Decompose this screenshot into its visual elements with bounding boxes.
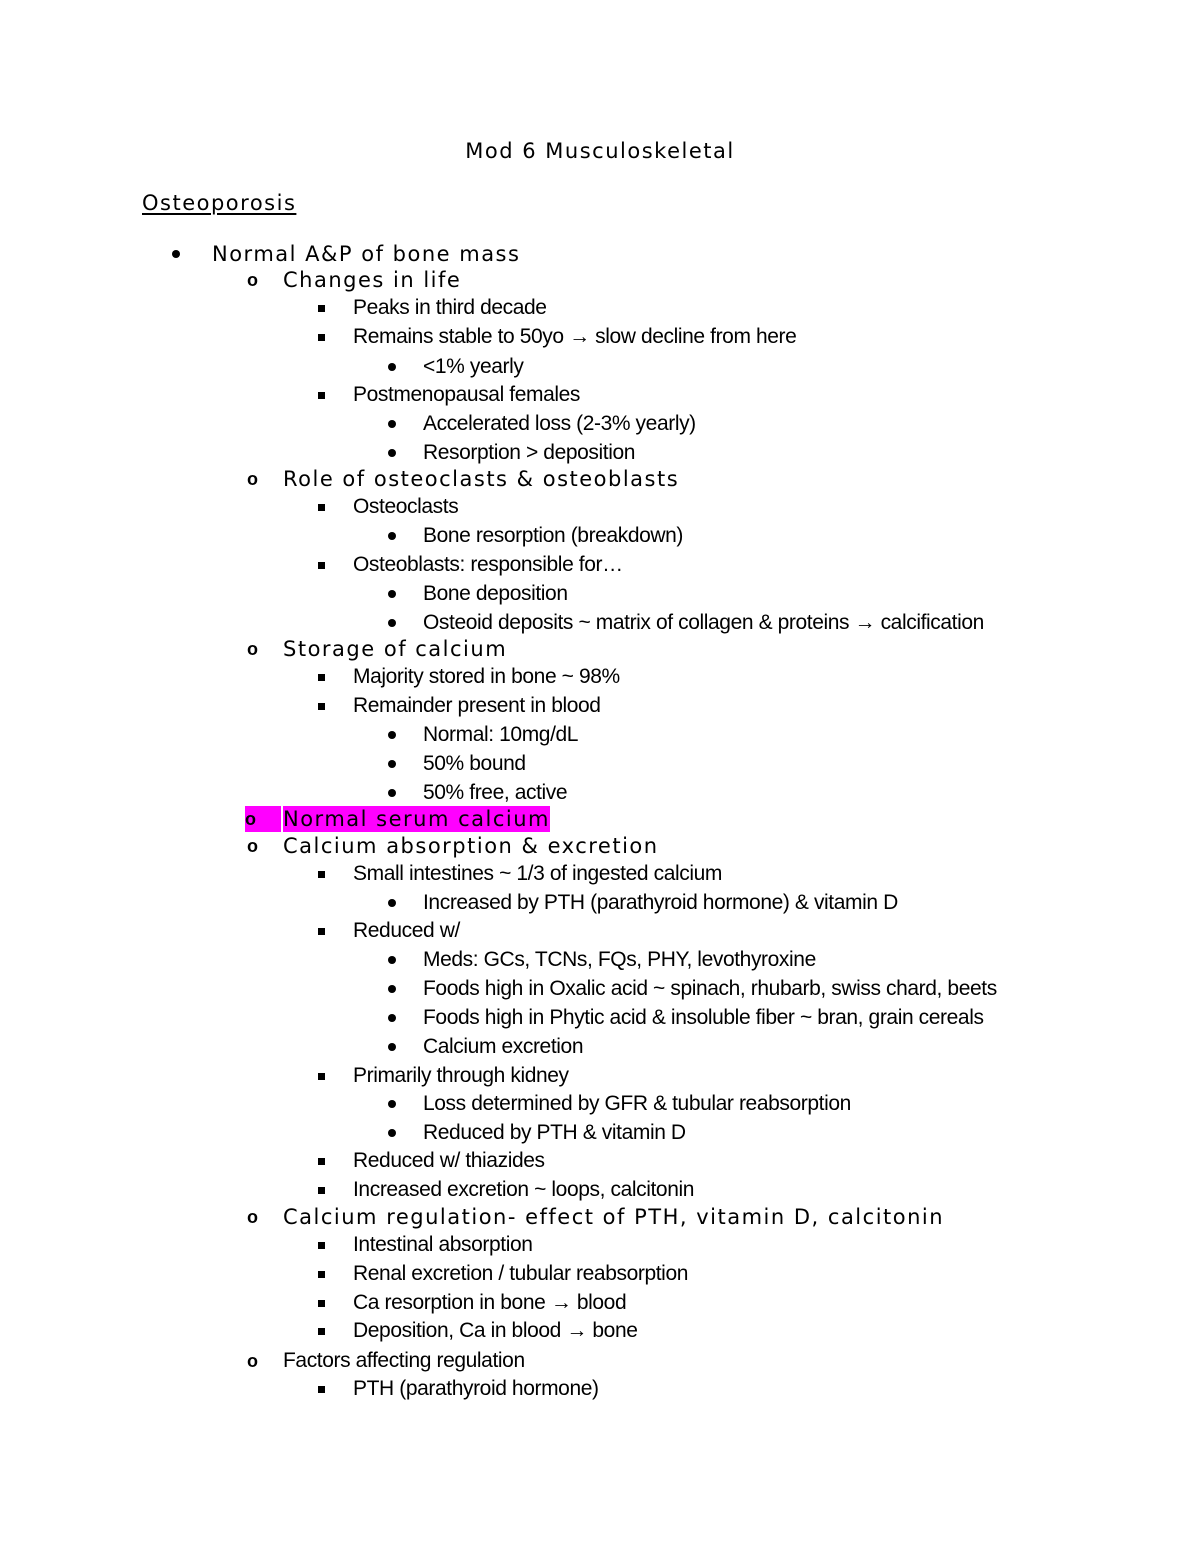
bullet-square-icon <box>318 861 325 887</box>
outline-item-text: Role of osteoclasts & osteoblasts <box>283 467 680 491</box>
outline-item <box>0 751 1200 777</box>
bullet-dot-icon <box>388 722 396 748</box>
outline-item <box>0 693 1200 719</box>
bullet-ring-icon: o <box>247 639 258 659</box>
bullet-dot-icon <box>388 1120 396 1146</box>
outline-item <box>0 494 1200 520</box>
bullet-dot-icon <box>388 780 396 806</box>
outline-item-text: Meds: GCs, TCNs, FQs, PHY, levothyroxine <box>423 948 816 971</box>
outline-item-text: Factors affecting regulation <box>283 1349 525 1372</box>
bullet-dot-icon <box>388 947 396 973</box>
outline-item <box>0 1290 1200 1316</box>
bullet-square-icon <box>318 664 325 690</box>
outline-item-text: Reduced w/ thiazides <box>353 1149 545 1172</box>
outline-item <box>0 267 1200 293</box>
outline-item-text: 50% bound <box>423 752 526 775</box>
bullet-square-icon <box>318 295 325 321</box>
outline-item-text: Normal A&P of bone mass <box>212 242 521 266</box>
outline-item <box>0 1261 1200 1287</box>
bullet-square-icon <box>318 1376 325 1402</box>
outline-item <box>0 324 1200 350</box>
bullet-dot-icon <box>388 411 396 437</box>
bullet-dot-icon <box>388 1034 396 1060</box>
outline-item <box>0 411 1200 437</box>
bullet-square-icon <box>318 1063 325 1089</box>
outline-item <box>0 918 1200 944</box>
outline-item <box>0 1091 1200 1117</box>
bullet-ring-icon: o <box>247 469 258 489</box>
outline-item <box>0 354 1200 380</box>
outline-item <box>0 976 1200 1002</box>
outline-item <box>0 664 1200 690</box>
outline-item-text: Osteoblasts: responsible for… <box>353 553 623 576</box>
outline-item-text: Foods high in Phytic acid & insoluble fiber ~ bran, grain cereals <box>423 1006 984 1029</box>
bullet-square-icon <box>318 1148 325 1174</box>
outline-item-text: Increased by PTH (parathyroid hormone) & vitamin D <box>423 891 898 914</box>
bullet-square-icon <box>318 1232 325 1258</box>
outline-item-text: Deposition, Ca in blood → bone <box>353 1319 638 1342</box>
bullet-square-icon <box>318 693 325 719</box>
bullet-square-icon <box>318 494 325 520</box>
bullet-dot-icon <box>388 1091 396 1117</box>
outline-item-text: Small intestines ~ 1/3 of ingested calcium <box>353 862 722 885</box>
bullet-dot-icon <box>388 581 396 607</box>
outline-item-text: Foods high in Oxalic acid ~ spinach, rhubarb, swiss chard, beets <box>423 977 997 1000</box>
outline-item-text: Resorption > deposition <box>423 441 636 464</box>
bullet-ring-icon: o <box>247 270 258 290</box>
bullet-dot-icon <box>388 976 396 1002</box>
outline-item <box>0 1005 1200 1031</box>
outline-item-text: Remainder present in blood <box>353 694 601 717</box>
bullet-square-icon <box>318 1290 325 1316</box>
outline-item <box>0 466 1200 492</box>
outline-item-text: Remains stable to 50yo → slow decline from here <box>353 325 797 348</box>
bullet-square-icon <box>318 1261 325 1287</box>
outline-item-text: Calcium regulation- effect of PTH, vitamin D, calcitonin <box>283 1205 945 1229</box>
bullet-square-icon <box>318 382 325 408</box>
outline-item-text: Normal: 10mg/dL <box>423 723 579 746</box>
bullet-ring-icon: o <box>245 806 281 832</box>
bullet-square-icon <box>318 324 325 350</box>
outline-item <box>0 1120 1200 1146</box>
outline-item <box>0 947 1200 973</box>
outline-item <box>0 722 1200 748</box>
outline-item <box>0 833 1200 859</box>
outline-item-text: Primarily through kidney <box>353 1064 569 1087</box>
outline-item-text: PTH (parathyroid hormone) <box>353 1377 599 1400</box>
bullet-dot-icon <box>388 751 396 777</box>
outline-item <box>0 890 1200 916</box>
outline-item <box>0 382 1200 408</box>
outline-item-text: Changes in life <box>283 268 462 292</box>
bullet-square-icon <box>318 1177 325 1203</box>
outline-item-text: 50% free, active <box>423 781 568 804</box>
bullet-dot-icon <box>388 354 396 380</box>
bullet-dot-icon <box>388 1005 396 1031</box>
outline-item <box>0 552 1200 578</box>
bullet-square-icon <box>318 1318 325 1344</box>
bullet-dot-icon <box>388 523 396 549</box>
section-heading: Osteoporosis <box>142 191 297 215</box>
outline-item-text: <1% yearly <box>423 355 524 378</box>
outline-item-text: Calcium absorption & excretion <box>283 834 659 858</box>
outline-item-text: Osteoclasts <box>353 495 459 518</box>
bullet-dot-icon <box>172 241 180 267</box>
outline-item <box>0 780 1200 806</box>
outline-item-text: Majority stored in bone ~ 98% <box>353 665 620 688</box>
outline-item <box>0 440 1200 466</box>
outline-item <box>0 806 1200 832</box>
outline-item <box>0 1376 1200 1402</box>
outline-item-text: Calcium excretion <box>423 1035 584 1058</box>
outline-item <box>0 1348 1200 1374</box>
outline-item-text: Accelerated loss (2-3% yearly) <box>423 412 696 435</box>
outline-item <box>0 610 1200 636</box>
outline-item <box>0 1177 1200 1203</box>
outline-item-text: Postmenopausal females <box>353 383 580 406</box>
outline-item-text: Increased excretion ~ loops, calcitonin <box>353 1178 695 1201</box>
outline-item <box>0 241 1200 267</box>
bullet-square-icon <box>318 552 325 578</box>
outline-item <box>0 1034 1200 1060</box>
bullet-ring-icon: o <box>247 836 258 856</box>
outline-item-text: Intestinal absorption <box>353 1233 533 1256</box>
bullet-square-icon <box>318 918 325 944</box>
outline-item <box>0 1204 1200 1230</box>
bullet-dot-icon <box>388 440 396 466</box>
outline-item-text: Reduced by PTH & vitamin D <box>423 1121 686 1144</box>
outline-item-text: Bone resorption (breakdown) <box>423 524 684 547</box>
outline-item-text: Osteoid deposits ~ matrix of collagen & proteins → calcification <box>423 611 984 634</box>
outline-item-text: Ca resorption in bone → blood <box>353 1291 627 1314</box>
outline-item-text: Loss determined by GFR & tubular reabsorption <box>423 1092 851 1115</box>
outline-item <box>0 1318 1200 1344</box>
outline-item <box>0 295 1200 321</box>
outline-item-text: Bone deposition <box>423 582 568 605</box>
outline-item <box>0 523 1200 549</box>
bullet-dot-icon <box>388 610 396 636</box>
document-title: Mod 6 Musculoskeletal <box>465 139 735 163</box>
outline-item <box>0 1148 1200 1174</box>
outline-item-text: Storage of calcium <box>283 637 508 661</box>
bullet-ring-icon: o <box>247 1351 258 1371</box>
outline-item-text: Peaks in third decade <box>353 296 547 319</box>
outline-item <box>0 1063 1200 1089</box>
outline-item <box>0 581 1200 607</box>
outline-item-text: Normal serum calcium <box>283 807 550 831</box>
outline-item <box>0 861 1200 887</box>
outline-item <box>0 1232 1200 1258</box>
outline-item-text: Renal excretion / tubular reabsorption <box>353 1262 689 1285</box>
outline-item <box>0 636 1200 662</box>
outline-item-text: Reduced w/ <box>353 919 460 942</box>
bullet-dot-icon <box>388 890 396 916</box>
bullet-ring-icon: o <box>247 1207 258 1227</box>
